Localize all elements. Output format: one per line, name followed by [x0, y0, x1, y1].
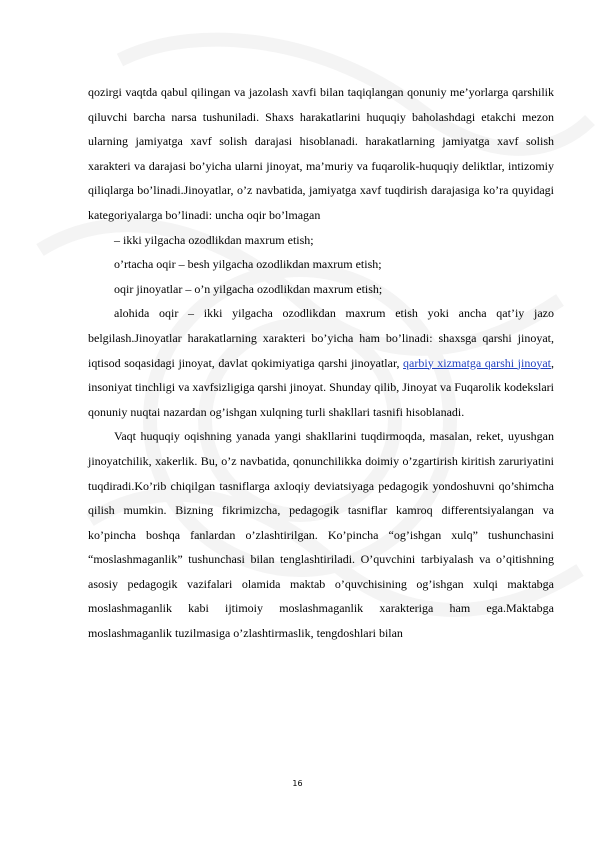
- page-number: 16: [292, 779, 303, 788]
- paragraph-category-minor: – ikki yilgacha ozodlikdan maxrum etish;: [114, 232, 314, 247]
- paragraph-category-medium: o’rtacha oqir – besh yilgacha ozodlikdan maxrum etish;: [114, 257, 382, 272]
- paragraph-category-serious: oqir jinoyatlar – o’n yilgacha ozodlikdan maxrum etish;: [114, 281, 383, 296]
- document-body: [88, 80, 554, 646]
- military-crime-link[interactable]: qarbiy xizmatga qarshi jinoyat: [403, 355, 551, 370]
- paragraph-crime-types-text-end: , insoniyat tinchligi va xavfsizligiga qarshi jinoyat. Shunday qilib, Jinoyat va Fuqarolik kodekslari qonuniy nuqtai nazardan og’ishgan xulqning turli shakllari tasnifi hisoblanadi.: [88, 355, 554, 419]
- paragraph-intro: qozirgi vaqtda qabul qilingan va jazolash xavfi bilan taqiqlangan qonuniy me’yorlarga qarshilik qiluvchi barcha narsa tushuniladi. Shaxs harakatlarini huquqiy baholashdagi etakchi mezon ularning jamiyatga xavf solish darajasi hisoblanadi. harakatlarning jamiyatga xavf solish xarakteri va darajasi bo’yicha ularni jinoyat, ma’muriy va fuqarolik-huquqiy deliktlar, intizomiy qiliqlarga bo’linadi.Jinoyatlar, o’z navbatida, jamiyatga xavf tuqdirish darajasiga ko’ra quyidagi kategoriyalarga bo’linadi: uncha oqir bo’lmagan: [88, 85, 554, 222]
- paragraph-crime-types-text-start: alohida oqir – ikki yilgacha ozodlikdan maxrum etish yoki ancha qat’iy jazo belgilash.Jinoyatlar harakatlarning xarakteri bo’yicha ham bo’linadi: shaxsga qarshi jinoyat, iqtisod soqasidagi jinoyat, davlat qokimiyatiga qarshi jinoyatlar,: [88, 306, 554, 370]
- paragraph-pedagogical: Vaqt huquqiy oqishning yanada yangi shakllarini tuqdirmoqda, masalan, reket, uyushgan jinoyatchilik, xakerlik. Bu, o’z navbatida, qonunchilikka doimiy o’zgartirish kiritish zaruriyatini tuqdiradi.Ko’rib chiqilgan tasniflarga axloqiy deviatsiyaga pedagogik yondoshuvni qo’shimcha qilish mumkin. Bizning fikrimizcha, pedagogik tasniflar kamroq differentsiyalangan va ko’pincha boshqa fanlardan o’zlashtirilgan. Ko’pincha “og’ishgan xulq” tushunchasini “moslashmaganlik” tushunchasi bilan tenglashtiriladi. O’quvchini tarbiyalash va o’qitishning asosiy pedagogik vazifalari olamida maktab o’quvchisining og’ishgan xulqi maktabga moslashmaganlik kabi ijtimoiy moslashmaganlik xarakteriga ham ega.Maktabga moslashmaganlik tuzilmasiga o’zlashtirmaslik, tengdoshlari bilan: [88, 429, 554, 641]
- paragraph-crime-types: [88, 301, 554, 424]
